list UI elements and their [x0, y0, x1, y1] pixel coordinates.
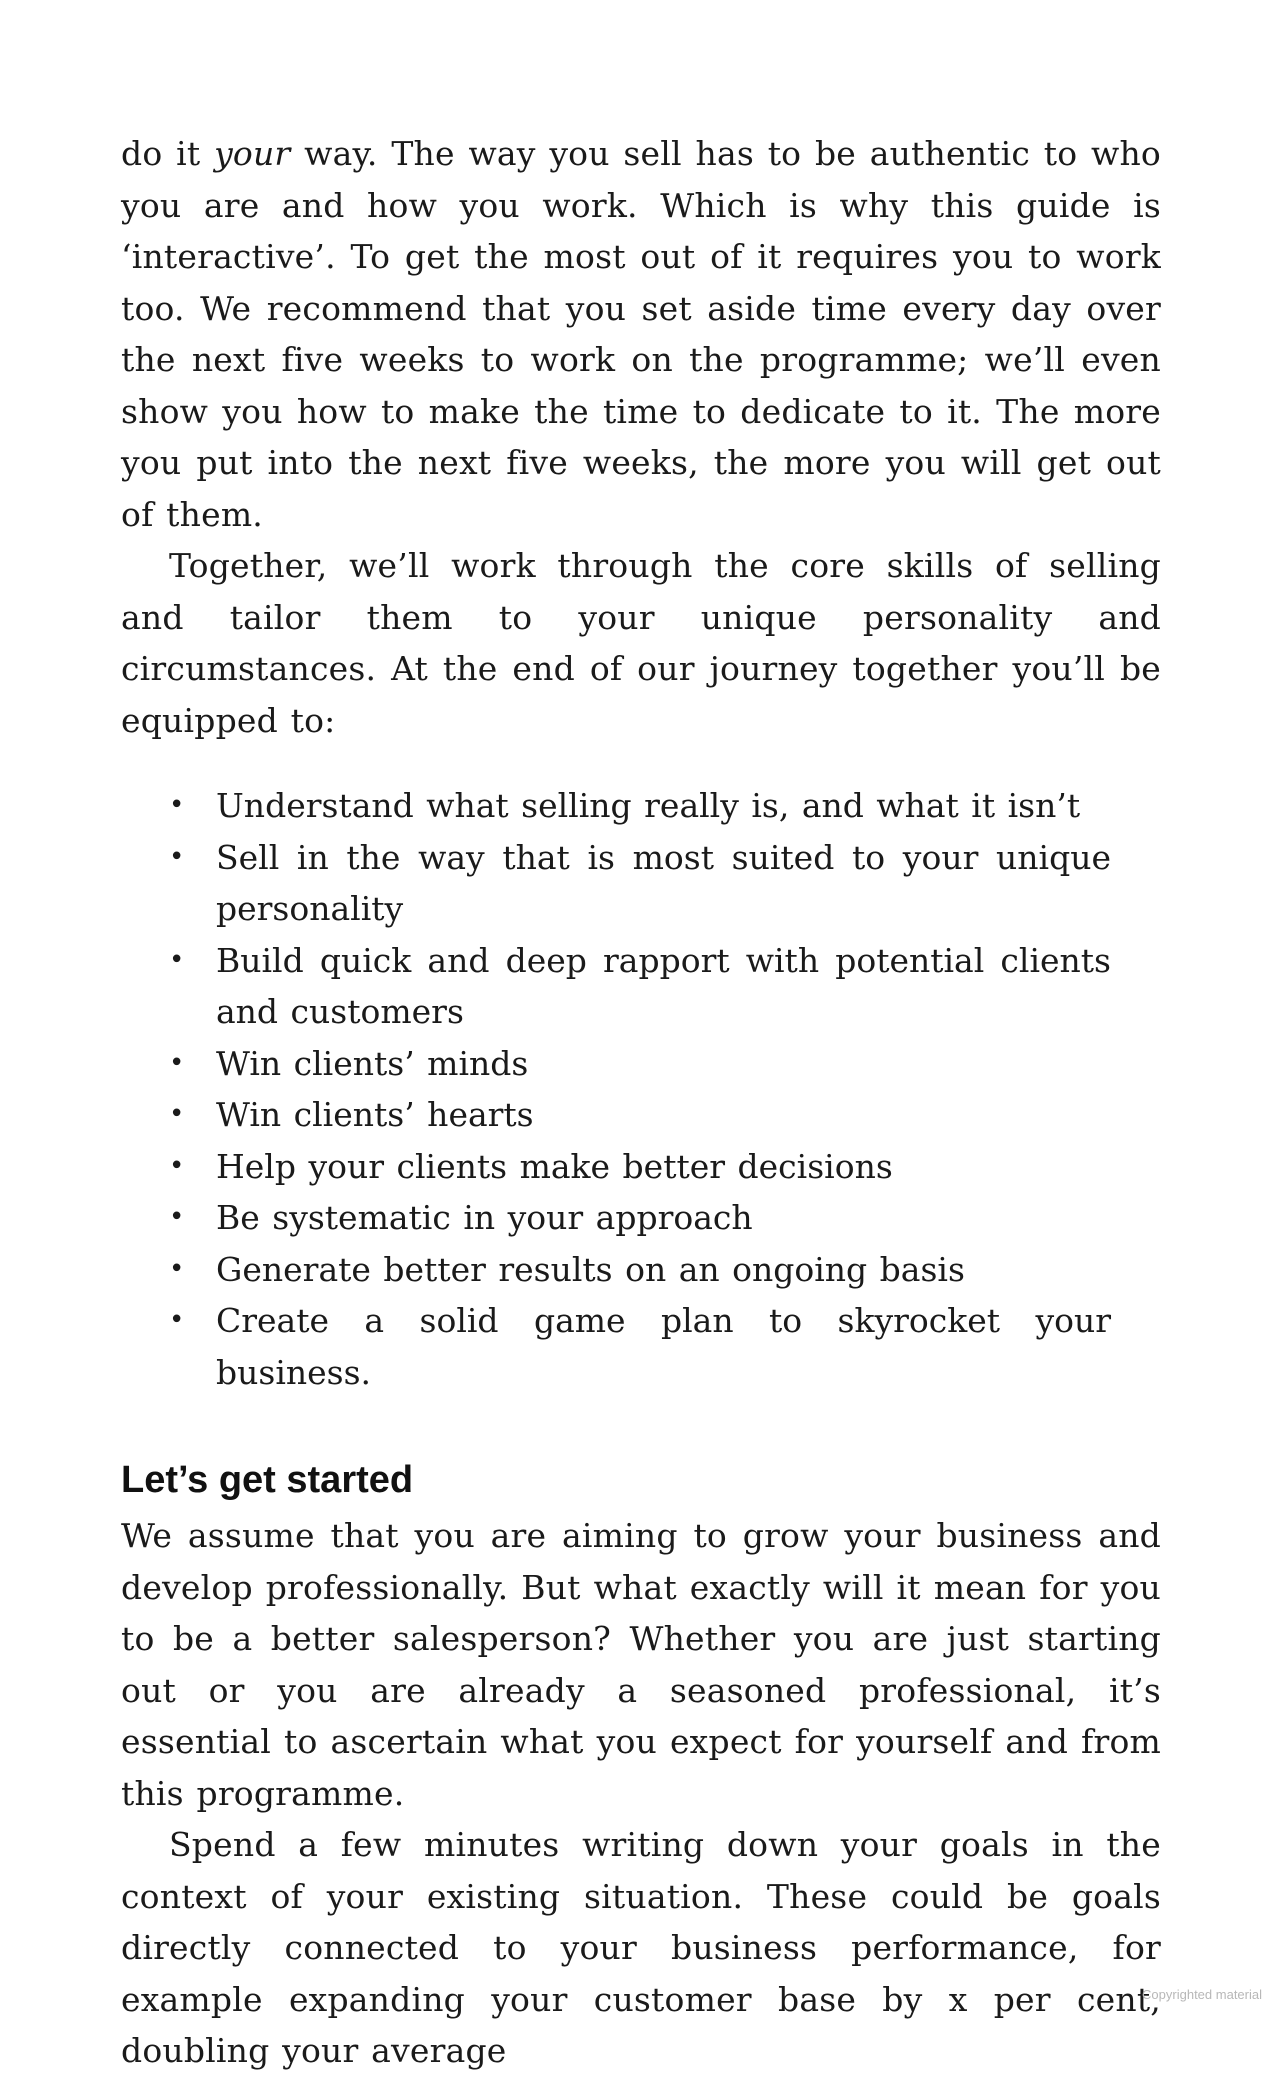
list-item-text: Create a solid game plan to skyrocket your business. — [216, 1301, 1111, 1392]
list-item-text: Win clients’ minds — [216, 1043, 529, 1083]
book-page — [121, 128, 1161, 2077]
list-item — [121, 1141, 1161, 1193]
bullet-icon: • — [169, 841, 185, 872]
section-heading: Let’s get started — [121, 1459, 414, 1501]
list-item — [121, 1244, 1161, 1296]
section-paragraph-1: We assume that you are aiming to grow your business and develop professionally. But what exactly will it mean for you to be a better salesperson? Whether you are just starting out or you are already a seasoned professional, it’s essential to ascertain what you expect for yourself and from this programme. — [121, 1516, 1161, 1813]
intro-rest: way. The way you sell has to be authentic to who you are and how you work. Which is why this guide is ‘interactive’. To get the most out of it requires you to work too. We recommend that you set aside time every day over the next five weeks to work on the programme; we’ll even show you how to make the time to dedicate to it. The more you put into the next five weeks, the more you will get out of them. — [121, 134, 1161, 534]
bullet-icon: • — [169, 790, 185, 820]
list-item-text: Sell in the way that is most suited to your unique personality — [216, 837, 1111, 928]
together-paragraph: Together, we’ll work through the core skills of selling and tailor them to your unique personality and circumstances. At the end of our journey together you’ll be equipped to: — [121, 546, 1161, 740]
list-item — [121, 1295, 1161, 1398]
list-item-text: Generate better results on an ongoing basis — [216, 1249, 965, 1289]
intro-emphasis: your — [214, 134, 291, 173]
bullet-icon: • — [169, 1253, 185, 1284]
bullet-icon: • — [169, 1099, 185, 1129]
section-paragraph-2: Spend a few minutes writing down your goals in the context of your existing situation. These could be goals directly connected to your business performance, for example expanding your customer base by x per cent, doubling your average — [121, 1825, 1161, 2070]
bullet-icon: • — [169, 1047, 185, 1078]
list-item — [121, 780, 1161, 832]
list-item — [121, 1089, 1161, 1141]
list-item — [121, 1192, 1161, 1244]
list-item — [121, 1038, 1161, 1090]
list-item-text: Win clients’ hearts — [216, 1095, 534, 1134]
skills-bullet-list — [121, 780, 1161, 1398]
intro-line-start: do it — [121, 134, 215, 173]
bullet-icon: • — [169, 944, 185, 975]
list-item — [121, 832, 1161, 935]
list-item-text: Help your clients make better decisions — [216, 1146, 893, 1186]
list-item — [121, 935, 1161, 1038]
copyright-watermark: Copyrighted material — [1142, 1987, 1262, 2002]
bullet-icon: • — [169, 1150, 185, 1181]
list-item-text: Understand what selling really is, and what it isn’t — [216, 786, 1081, 825]
bullet-icon: • — [169, 1305, 185, 1335]
list-item-text: Build quick and deep rapport with potential clients and customers — [216, 940, 1111, 1031]
intro-paragraph — [121, 128, 1161, 540]
bullet-icon: • — [169, 1202, 185, 1232]
list-item-text: Be systematic in your approach — [216, 1198, 753, 1237]
